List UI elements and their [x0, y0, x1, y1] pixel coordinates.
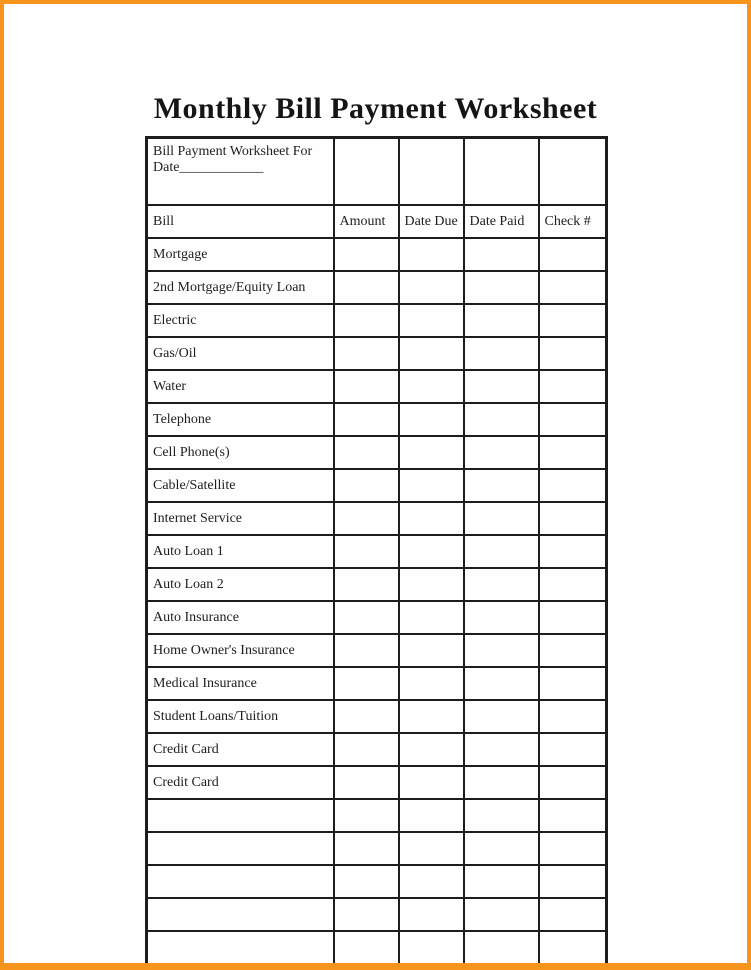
entry-cell [334, 238, 399, 271]
entry-cell [334, 271, 399, 304]
entry-cell [399, 535, 464, 568]
bill-label-cell: Mortgage [147, 238, 334, 271]
entry-cell [399, 898, 464, 931]
entry-cell [539, 568, 607, 601]
bill-row [147, 733, 607, 766]
bill-row [147, 403, 607, 436]
bill-row [147, 700, 607, 733]
entry-cell [334, 832, 399, 865]
bill-table-body [147, 138, 607, 965]
entry-cell [539, 403, 607, 436]
entry-cell [539, 865, 607, 898]
entry-cell [464, 766, 539, 799]
bill-row [147, 667, 607, 700]
entry-cell [334, 535, 399, 568]
info-empty-cell [334, 138, 399, 206]
entry-cell [399, 469, 464, 502]
entry-cell [464, 403, 539, 436]
entry-cell [539, 733, 607, 766]
entry-cell [334, 766, 399, 799]
bill-label-cell: Water [147, 370, 334, 403]
entry-cell [399, 337, 464, 370]
entry-cell [464, 601, 539, 634]
entry-cell [399, 832, 464, 865]
info-row [147, 138, 607, 206]
blank-row [147, 931, 607, 965]
bill-row [147, 568, 607, 601]
entry-cell [464, 898, 539, 931]
entry-cell [334, 337, 399, 370]
bill-row [147, 304, 607, 337]
entry-cell [464, 865, 539, 898]
blank-label-cell [147, 865, 334, 898]
column-header-date-paid: Date Paid [464, 205, 539, 238]
bill-row [147, 601, 607, 634]
bill-label-cell: Auto Loan 1 [147, 535, 334, 568]
entry-cell [334, 700, 399, 733]
entry-cell [399, 799, 464, 832]
info-empty-cell [464, 138, 539, 206]
info-cell [147, 138, 334, 206]
entry-cell [334, 601, 399, 634]
bill-row [147, 766, 607, 799]
entry-cell [334, 568, 399, 601]
entry-cell [399, 766, 464, 799]
entry-cell [539, 370, 607, 403]
entry-cell [464, 370, 539, 403]
entry-cell [539, 700, 607, 733]
entry-cell [464, 667, 539, 700]
entry-cell [334, 436, 399, 469]
entry-cell [539, 337, 607, 370]
entry-cell [399, 304, 464, 337]
bill-label-cell: Cell Phone(s) [147, 436, 334, 469]
blank-label-cell [147, 898, 334, 931]
entry-cell [334, 931, 399, 965]
bill-label-cell: Cable/Satellite [147, 469, 334, 502]
entry-cell [539, 766, 607, 799]
entry-cell [539, 799, 607, 832]
bill-row [147, 370, 607, 403]
entry-cell [399, 403, 464, 436]
blank-row [147, 865, 607, 898]
entry-cell [334, 304, 399, 337]
column-header-date-due: Date Due [399, 205, 464, 238]
entry-cell [539, 238, 607, 271]
bill-label-cell: Auto Insurance [147, 601, 334, 634]
entry-cell [399, 370, 464, 403]
bill-label-cell: Electric [147, 304, 334, 337]
entry-cell [539, 271, 607, 304]
bill-label-cell: Home Owner's Insurance [147, 634, 334, 667]
bill-row [147, 436, 607, 469]
bill-row [147, 634, 607, 667]
entry-cell [334, 502, 399, 535]
entry-cell [464, 502, 539, 535]
bill-label-cell: Credit Card [147, 766, 334, 799]
entry-cell [464, 832, 539, 865]
entry-cell [399, 238, 464, 271]
bill-label-cell: Gas/Oil [147, 337, 334, 370]
entry-cell [539, 502, 607, 535]
blank-label-cell [147, 931, 334, 965]
entry-cell [539, 667, 607, 700]
entry-cell [399, 634, 464, 667]
entry-cell [464, 337, 539, 370]
page-title: Monthly Bill Payment Worksheet [153, 92, 598, 125]
entry-cell [539, 931, 607, 965]
bill-row [147, 238, 607, 271]
entry-cell [399, 568, 464, 601]
entry-cell [464, 469, 539, 502]
entry-cell [539, 535, 607, 568]
blank-row [147, 898, 607, 931]
entry-cell [464, 568, 539, 601]
entry-cell [539, 436, 607, 469]
entry-cell [464, 799, 539, 832]
entry-cell [334, 469, 399, 502]
entry-cell [464, 733, 539, 766]
entry-cell [539, 832, 607, 865]
entry-cell [539, 601, 607, 634]
bill-payment-table [145, 136, 608, 966]
entry-cell [464, 634, 539, 667]
info-empty-cell [539, 138, 607, 206]
entry-cell [464, 271, 539, 304]
entry-cell [539, 469, 607, 502]
entry-cell [464, 535, 539, 568]
info-line-1: Bill Payment Worksheet For [153, 144, 313, 159]
entry-cell [539, 304, 607, 337]
entry-cell [539, 898, 607, 931]
bill-row [147, 337, 607, 370]
entry-cell [399, 601, 464, 634]
bill-row [147, 535, 607, 568]
entry-cell [399, 436, 464, 469]
entry-cell [464, 931, 539, 965]
entry-cell [399, 502, 464, 535]
entry-cell [399, 865, 464, 898]
info-empty-cell [399, 138, 464, 206]
bill-label-cell: Telephone [147, 403, 334, 436]
entry-cell [334, 667, 399, 700]
column-header-bill: Bill [147, 205, 334, 238]
entry-cell [464, 238, 539, 271]
entry-cell [399, 271, 464, 304]
bill-label-cell: Student Loans/Tuition [147, 700, 334, 733]
entry-cell [399, 733, 464, 766]
bill-label-cell: Internet Service [147, 502, 334, 535]
bill-row [147, 469, 607, 502]
bill-row [147, 271, 607, 304]
entry-cell [334, 403, 399, 436]
blank-row [147, 799, 607, 832]
entry-cell [334, 865, 399, 898]
column-header-amount: Amount [334, 205, 399, 238]
entry-cell [399, 931, 464, 965]
entry-cell [464, 436, 539, 469]
entry-cell [464, 700, 539, 733]
entry-cell [334, 898, 399, 931]
column-header-row [147, 205, 607, 238]
entry-cell [399, 700, 464, 733]
entry-cell [399, 667, 464, 700]
bill-label-cell: Auto Loan 2 [147, 568, 334, 601]
entry-cell [334, 370, 399, 403]
entry-cell [334, 799, 399, 832]
blank-label-cell [147, 799, 334, 832]
bill-row [147, 502, 607, 535]
blank-label-cell [147, 832, 334, 865]
entry-cell [334, 634, 399, 667]
entry-cell [539, 634, 607, 667]
blank-row [147, 832, 607, 865]
bill-label-cell: Medical Insurance [147, 667, 334, 700]
column-header-check-number: Check # [539, 205, 607, 238]
bill-label-cell: Credit Card [147, 733, 334, 766]
entry-cell [334, 733, 399, 766]
info-line-2: Date____________ [153, 160, 264, 175]
bill-label-cell: 2nd Mortgage/Equity Loan [147, 271, 334, 304]
entry-cell [464, 304, 539, 337]
